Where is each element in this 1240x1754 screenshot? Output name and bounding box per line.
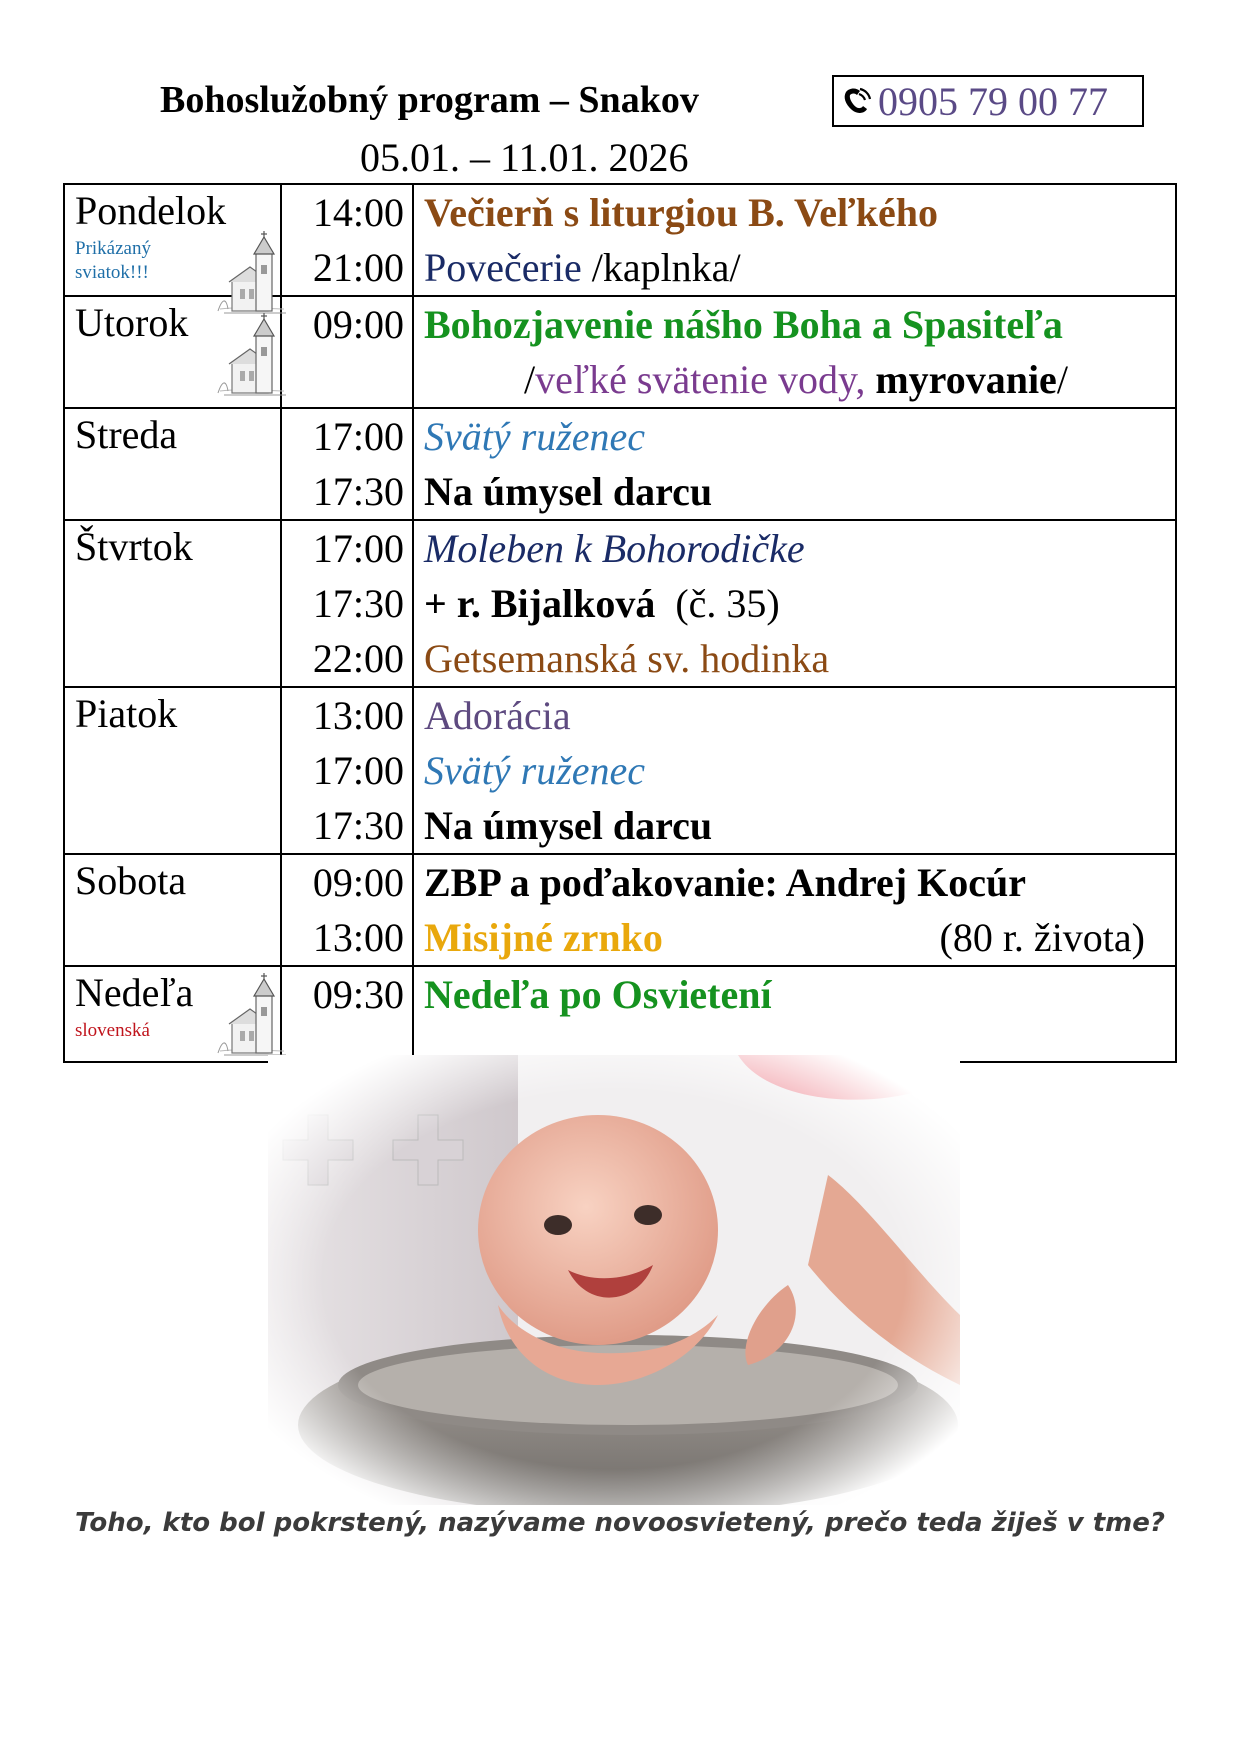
time-label: 17:30 — [312, 469, 404, 514]
event-label: Večierň s liturgiou B. Veľkého — [424, 190, 938, 235]
day-cell — [64, 966, 281, 1062]
event-label: Na úmysel darcu — [424, 803, 713, 848]
event-line — [424, 240, 1175, 295]
day-note: slovenská — [75, 1020, 150, 1041]
time-label: 22:00 — [312, 636, 404, 681]
day-note: Prikázaný sviatok!!! — [75, 238, 151, 283]
event-label: Svätý ruženec — [424, 414, 646, 459]
event-cell — [413, 408, 1176, 520]
time-label: 13:00 — [312, 693, 404, 738]
photo-caption: Toho, kto bol pokrstený, nazývame novoosvietený, prečo teda žiješ v tme? — [75, 1508, 1165, 1538]
day-name: Utorok — [75, 300, 189, 345]
time-cell — [281, 184, 413, 296]
event-location: /kaplnka/ — [591, 245, 741, 290]
event-label: ZBP a poďakovanie: Andrej Kocúr — [424, 860, 1026, 905]
event-line — [424, 576, 1175, 631]
day-name: Nedeľa — [75, 970, 194, 1015]
time-label: 17:00 — [312, 414, 404, 459]
phone-icon — [840, 84, 874, 118]
time-label: 14:00 — [312, 190, 404, 235]
time-cell — [281, 408, 413, 520]
date-range: 05.01. – 11.01. 2026 — [360, 135, 689, 180]
event-cell — [413, 184, 1176, 296]
time-cell — [281, 854, 413, 966]
page-title: Bohoslužobný program – Snakov — [160, 79, 699, 121]
schedule-row-tuesday — [64, 296, 1176, 408]
church-icon — [216, 311, 288, 399]
schedule-row-saturday — [64, 854, 1176, 966]
time-label: 17:00 — [312, 526, 404, 571]
schedule-row-friday — [64, 687, 1176, 854]
event-label: + r. Bijalková — [424, 581, 656, 626]
schedule-row-thursday — [64, 520, 1176, 687]
time-label: 17:00 — [312, 748, 404, 793]
day-name: Pondelok — [75, 188, 227, 233]
schedule-row-wednesday — [64, 408, 1176, 520]
event-label: Misijné zrnko — [424, 915, 663, 960]
day-name: Piatok — [75, 691, 178, 736]
event-label: / — [524, 357, 536, 402]
event-label: (č. 35) — [675, 581, 780, 626]
event-label: Getsemanská sv. hodinka — [424, 636, 830, 681]
baptism-photo — [268, 1055, 960, 1505]
event-label: Bohozjavenie nášho Boha a Spasiteľa — [424, 302, 1063, 347]
day-cell — [64, 520, 281, 687]
event-label: Na úmysel darcu — [424, 469, 713, 514]
event-label: Moleben k Bohorodičke — [424, 526, 805, 571]
day-name: Sobota — [75, 858, 187, 903]
day-name: Streda — [75, 412, 178, 457]
time-cell — [281, 687, 413, 854]
event-cell — [413, 966, 1176, 1062]
time-label: 09:00 — [312, 860, 404, 905]
event-label: Povečerie — [424, 245, 582, 290]
day-cell — [64, 184, 281, 296]
phone-number[interactable]: 0905 79 00 77 — [878, 78, 1108, 124]
day-cell — [64, 296, 281, 408]
event-label: (80 r. života) — [939, 915, 1145, 960]
event-label: Svätý ruženec — [424, 748, 646, 793]
time-cell — [281, 296, 413, 408]
event-line — [424, 910, 1175, 965]
time-label: 17:30 — [312, 803, 404, 848]
schedule-row-monday — [64, 184, 1176, 296]
event-label: Nedeľa po Osvietení — [424, 972, 772, 1017]
event-cell — [413, 296, 1176, 408]
time-label: 09:00 — [312, 302, 404, 347]
day-cell — [64, 687, 281, 854]
time-label: 13:00 — [312, 915, 404, 960]
time-label: 09:30 — [312, 972, 404, 1017]
event-label: veľké svätenie vody, — [535, 357, 866, 402]
day-name: Štvrtok — [75, 524, 193, 569]
day-cell — [64, 854, 281, 966]
event-cell — [413, 520, 1176, 687]
event-line — [424, 352, 1175, 407]
time-label: 17:30 — [312, 581, 404, 626]
event-cell — [413, 687, 1176, 854]
schedule-table — [63, 183, 1177, 1063]
schedule-row-sunday — [64, 966, 1176, 1062]
event-label: myrovanie — [875, 357, 1057, 402]
event-cell — [413, 854, 1176, 966]
event-label: Adorácia — [424, 693, 571, 738]
church-icon — [216, 971, 288, 1059]
phone-box — [832, 75, 1144, 127]
event-label: / — [1056, 357, 1068, 402]
time-cell — [281, 520, 413, 687]
time-label: 21:00 — [312, 245, 404, 290]
time-cell — [281, 966, 413, 1062]
day-cell — [64, 408, 281, 520]
